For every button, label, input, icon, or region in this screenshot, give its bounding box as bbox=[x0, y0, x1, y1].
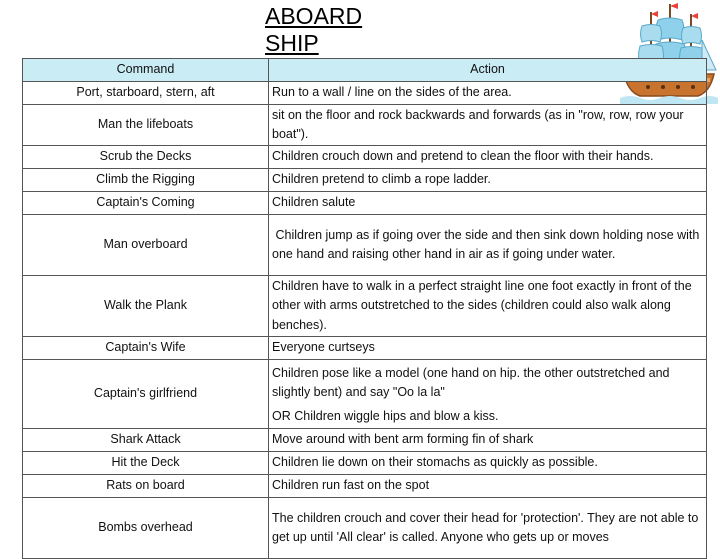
command-cell: Captain's girlfriend bbox=[23, 360, 269, 429]
action-cell: Children pretend to climb a rope ladder. bbox=[269, 169, 707, 192]
command-cell: Shark Attack bbox=[23, 429, 269, 452]
command-cell: Bombs overhead bbox=[23, 498, 269, 559]
command-cell: Climb the Rigging bbox=[23, 169, 269, 192]
table-row bbox=[23, 169, 707, 192]
action-cell: sit on the floor and rock backwards and forwards (as in "row, row, row your boat"). bbox=[269, 105, 707, 146]
command-cell: Captain's Wife bbox=[23, 337, 269, 360]
commands-table bbox=[22, 58, 707, 559]
command-cell: Port, starboard, stern, aft bbox=[23, 82, 269, 105]
action-cell: Children run fast on the spot bbox=[269, 475, 707, 498]
command-cell: Man the lifeboats bbox=[23, 105, 269, 146]
table-row bbox=[23, 276, 707, 337]
table-row bbox=[23, 192, 707, 215]
title-line-1: ABOARD bbox=[265, 3, 363, 29]
command-cell: Captain's Coming bbox=[23, 192, 269, 215]
command-cell: Scrub the Decks bbox=[23, 146, 269, 169]
action-cell-extra: OR Children wiggle hips and blow a kiss. bbox=[269, 406, 707, 429]
table-row bbox=[23, 498, 707, 559]
title-line-2: SHIP bbox=[265, 30, 319, 56]
table-row bbox=[23, 452, 707, 475]
command-cell: Man overboard bbox=[23, 215, 269, 276]
action-cell: Everyone curtseys bbox=[269, 337, 707, 360]
table-row bbox=[23, 360, 707, 407]
page-title bbox=[265, 3, 362, 57]
action-cell: Children lie down on their stomachs as quickly as possible. bbox=[269, 452, 707, 475]
action-cell: Children have to walk in a perfect straight line one foot exactly in front of the other with arms outstretched to the sides (children could also walk along benches). bbox=[269, 276, 707, 337]
header-command: Command bbox=[23, 59, 269, 82]
command-cell: Hit the Deck bbox=[23, 452, 269, 475]
action-cell: Children salute bbox=[269, 192, 707, 215]
table-row bbox=[23, 429, 707, 452]
action-cell: Run to a wall / line on the sides of the area. bbox=[269, 82, 707, 105]
table-row bbox=[23, 215, 707, 276]
table-row bbox=[23, 475, 707, 498]
table-row bbox=[23, 82, 707, 105]
action-cell: Children crouch down and pretend to clean the floor with their hands. bbox=[269, 146, 707, 169]
table-header-row bbox=[23, 59, 707, 82]
action-cell: The children crouch and cover their head for 'protection'. They are not able to get up until 'All clear' is called. Anyone who gets up or moves bbox=[269, 498, 707, 559]
command-cell: Walk the Plank bbox=[23, 276, 269, 337]
action-cell: Move around with bent arm forming fin of shark bbox=[269, 429, 707, 452]
table-row bbox=[23, 337, 707, 360]
action-cell: Children jump as if going over the side and then sink down holding nose with one hand and raising other hand in air as if going under water. bbox=[269, 215, 707, 276]
table-row bbox=[23, 105, 707, 146]
header-action: Action bbox=[269, 59, 707, 82]
command-cell: Rats on board bbox=[23, 475, 269, 498]
action-cell: Children pose like a model (one hand on hip. the other outstretched and slightly bent) and say "Oo la la" bbox=[269, 360, 707, 407]
table-row bbox=[23, 146, 707, 169]
